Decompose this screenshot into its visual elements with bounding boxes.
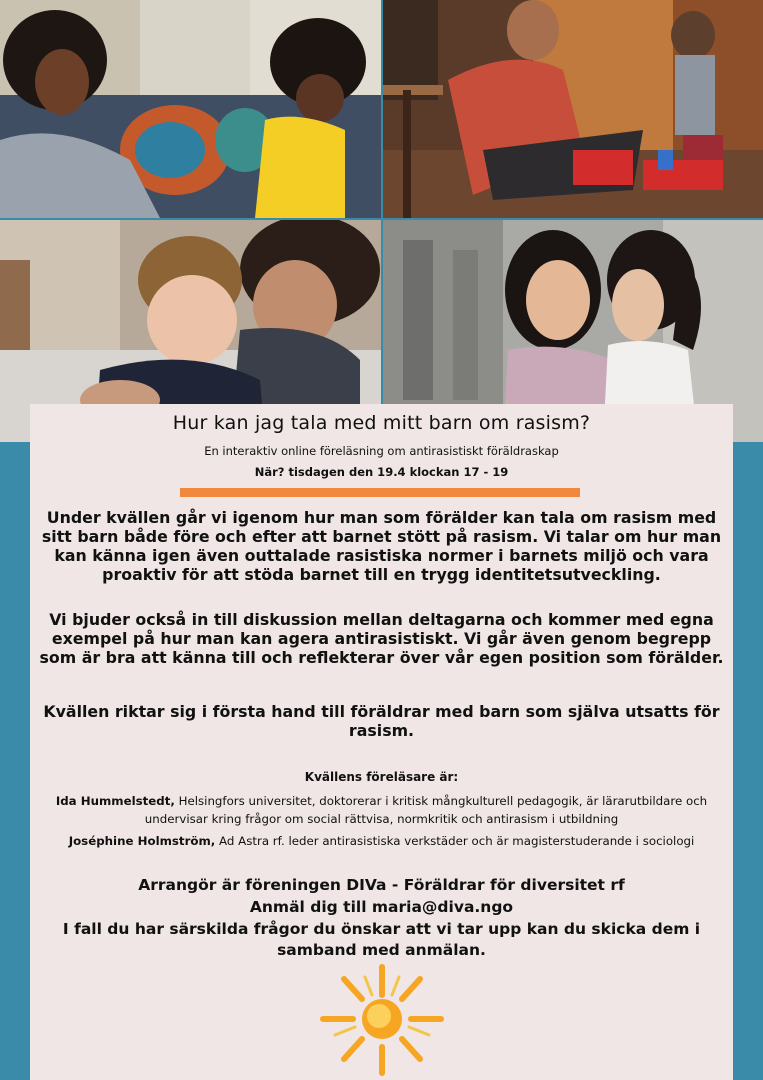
paragraph-discussion: Vi bjuder också in till diskussion mellan deltagarna och kommer med egna exempel på hur man kan agera antirasistiskt. Vi går även genom begrepp som är bra att känna till och reflekterar över vår egen position som förälder. [39,610,724,667]
page-title: Hur kan jag tala med mitt barn om rasism? [172,412,591,434]
lecturer-description: Ad Astra rf. leder antirasistiska verkstäder och är magisterstuderande i sociologi [215,834,695,848]
organizer-line: Arrangör är föreningen DIVa - Föräldrar för diversitet rf [138,876,625,894]
lecturer-name: Joséphine Holmström, [68,834,216,848]
questions-line: I fall du har särskilda frågor du önskar att vi tar upp kan du skicka dem i samband med anmälan. [62,920,701,959]
lecturers-heading: Kvällens föreläsare är: [304,770,459,784]
sun-icon [317,961,447,1079]
photo-mother-daughter-sofa [0,0,381,218]
registration-line: Anmäl dig till maria@diva.ngo [249,898,514,916]
lecturer-description: Helsingfors universitet, doktorerar i kritisk mångkulturell pedagogik, är lärarutbildare och undervisar kring frågor om social rättvisa, normkritik och antirasism i utbildning [144,794,708,826]
paragraph-intro: Under kvällen går vi igenom hur man som förälder kan tala om rasism med sitt barn både före och efter att barnet stött på rasism. Vi talar om hur man kan känna igen även outtalade rasistiska normer i barnets miljö och vara proaktiv för att stöda barnet till en trygg identitetsutveckling. [41,508,722,584]
event-card [30,404,733,1080]
lecturer-item [30,792,733,828]
photo-father-son-toy [383,0,763,218]
subtitle: En interaktiv online föreläsning om antirasistiskt föräldraskap [204,444,559,458]
event-time: När? tisdagen den 19.4 klockan 17 - 19 [254,465,509,479]
lecturer-name: Ida Hummelstedt, [55,794,175,808]
paragraph-audience: Kvällen riktar sig i första hand till föräldrar med barn som själva utsatts för rasism. [43,702,720,740]
accent-divider [180,488,580,497]
lecturer-item [30,832,733,850]
